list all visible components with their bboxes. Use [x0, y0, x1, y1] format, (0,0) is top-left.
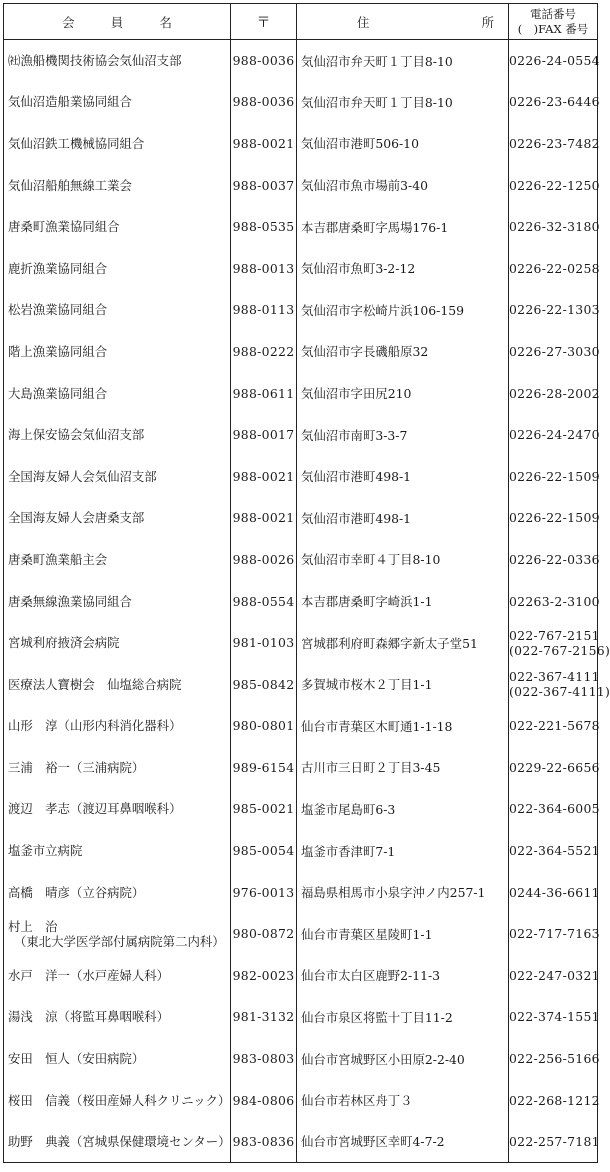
member-name-cell	[4, 81, 231, 123]
phone-cell	[509, 372, 598, 414]
table-row	[4, 539, 598, 581]
phone-number: 0226-22-1250	[509, 177, 600, 193]
member-name: 助野 典義（宮城県保健環境センター）	[8, 1133, 231, 1149]
table-row	[4, 206, 598, 248]
member-name: 宮城利府掖済会病院	[8, 635, 120, 651]
member-name-cell	[4, 331, 231, 373]
member-name-cell	[4, 1038, 231, 1080]
postal-code: 988-0017	[231, 414, 297, 456]
table-row	[4, 622, 598, 664]
table-header-row	[4, 4, 598, 40]
member-name: 全国海友婦人会気仙沼支部	[8, 468, 157, 484]
phone-number: 0226-22-0258	[509, 260, 600, 276]
postal-code: 989-6154	[231, 747, 297, 789]
member-name: 唐桑無線漁業協同組合	[8, 593, 132, 609]
phone-number: 0226-28-2002	[509, 385, 600, 401]
member-name-cell	[4, 663, 231, 705]
header-name-char: 名	[159, 14, 172, 30]
address: 仙台市宮城野区小田原2-2-40	[297, 1038, 509, 1080]
header-name-char: 員	[110, 14, 124, 30]
phone-number: 0226-22-1303	[509, 302, 600, 318]
address: 気仙沼市弁天町１丁目8-10	[297, 81, 509, 123]
header-phone-label: 電話番号	[530, 6, 576, 21]
phone-cell	[509, 747, 598, 789]
member-affiliation: （東北大学医学部付属病院第二内科）	[14, 933, 225, 949]
member-name: 塩釜市立病院	[8, 843, 83, 859]
table-row	[4, 497, 598, 539]
table-row	[4, 289, 598, 331]
phone-number: 0226-23-7482	[509, 135, 600, 151]
member-name-cell	[4, 622, 231, 664]
table-row	[4, 372, 598, 414]
postal-code: 988-0036	[231, 40, 297, 82]
phone-cell	[509, 913, 598, 955]
postal-code: 985-0021	[231, 788, 297, 830]
phone-cell	[509, 455, 598, 497]
member-name-cell	[4, 372, 231, 414]
member-name-cell	[4, 289, 231, 331]
phone-cell	[509, 81, 598, 123]
table-row	[4, 414, 598, 456]
member-name-cell	[4, 40, 231, 82]
phone-cell	[509, 788, 598, 830]
table-row	[4, 996, 598, 1038]
phone-number: 0226-24-0554	[509, 53, 600, 69]
postal-code: 985-0842	[231, 663, 297, 705]
phone-number: 0226-22-0336	[509, 551, 600, 567]
member-name: 気仙沼鉄工機械協同組合	[8, 135, 145, 151]
phone-cell	[509, 996, 598, 1038]
address: 仙台市青葉区星陵町1-1	[297, 913, 509, 955]
table-row	[4, 871, 598, 913]
member-name-cell	[4, 580, 231, 622]
address: 福島県相馬市小泉字沖ノ内257-1	[297, 871, 509, 913]
table-row	[4, 455, 598, 497]
postal-code: 985-0054	[231, 830, 297, 872]
member-name: 医療法人寶樹会 仙塩総合病院	[8, 676, 182, 692]
address: 仙台市若林区舟丁３	[297, 1079, 509, 1121]
member-name-cell	[4, 871, 231, 913]
postal-mark-icon: 〒	[256, 14, 271, 31]
member-name-cell	[4, 247, 231, 289]
postal-code: 988-0021	[231, 497, 297, 539]
postal-code: 988-0611	[231, 372, 297, 414]
phone-number: 0226-23-6446	[509, 94, 600, 110]
member-table	[3, 3, 610, 1163]
table-row	[4, 40, 598, 82]
address: 多賀城市桜木２丁目1-1	[297, 663, 509, 705]
phone-cell	[509, 40, 598, 82]
postal-code: 988-0222	[231, 331, 297, 373]
address: 気仙沼市南町3-3-7	[297, 414, 509, 456]
address: 塩釜市香津町7-1	[297, 830, 509, 872]
header-zip	[231, 4, 297, 40]
phone-cell	[509, 830, 598, 872]
member-name: 安田 恒人（安田病院）	[8, 1051, 145, 1067]
header-name-char: 会	[62, 14, 75, 30]
phone-number: 022-367-4111	[509, 669, 600, 685]
address: 仙台市宮城野区幸町4-7-2	[297, 1121, 509, 1163]
member-name-cell	[4, 705, 231, 747]
phone-number: 0244-36-6611	[509, 884, 600, 900]
member-name-cell	[4, 788, 231, 830]
table-row	[4, 580, 598, 622]
postal-code: 988-0535	[231, 206, 297, 248]
table-row	[4, 747, 598, 789]
table-row	[4, 955, 598, 997]
phone-cell	[509, 705, 598, 747]
member-name: 渡辺 孝志（渡辺耳鼻咽喉科）	[8, 801, 182, 817]
address: 仙台市泉区将監十丁目11-2	[297, 996, 509, 1038]
member-name: 松岩漁業協同組合	[8, 302, 108, 318]
address: 気仙沼市港町498-1	[297, 497, 509, 539]
member-name-cell	[4, 747, 231, 789]
phone-number: 022-221-5678	[509, 718, 600, 734]
phone-number: 022-256-5166	[509, 1051, 600, 1067]
postal-code: 988-0113	[231, 289, 297, 331]
phone-cell	[509, 331, 598, 373]
address: 塩釜市尾島町6-3	[297, 788, 509, 830]
table-row	[4, 663, 598, 705]
phone-cell	[509, 955, 598, 997]
phone-number: 022-767-2151	[509, 627, 600, 643]
address: 本吉郡唐桑町字崎浜1-1	[297, 580, 509, 622]
postal-code: 976-0013	[231, 871, 297, 913]
phone-cell	[509, 871, 598, 913]
phone-cell	[509, 1121, 598, 1163]
address: 気仙沼市弁天町１丁目8-10	[297, 40, 509, 82]
member-name-cell	[4, 996, 231, 1038]
table-row	[4, 164, 598, 206]
member-name: 湯浅 涼（将監耳鼻咽喉科）	[8, 1009, 170, 1025]
member-name-cell	[4, 1121, 231, 1163]
phone-cell	[509, 622, 610, 664]
member-name: 高橋 晴彦（立谷病院）	[8, 884, 145, 900]
address: 仙台市青葉区木町通1-1-18	[297, 705, 509, 747]
member-name: 海上保安協会気仙沼支部	[8, 427, 145, 443]
address: 古川市三日町２丁目3-45	[297, 747, 509, 789]
phone-cell	[509, 123, 598, 165]
member-name: 唐桑町漁業協同組合	[8, 219, 120, 235]
phone-number: 022-364-5521	[509, 843, 600, 859]
phone-number: 022-364-6005	[509, 801, 600, 817]
fax-number: (022-767-2156)	[509, 642, 610, 658]
member-name-cell	[4, 539, 231, 581]
address: 気仙沼市幸町４丁目8-10	[297, 539, 509, 581]
address: 気仙沼市字田尻210	[297, 372, 509, 414]
phone-number: 0226-22-1509	[509, 510, 600, 526]
table-row	[4, 1079, 598, 1121]
phone-number: 022-717-7163	[509, 926, 600, 942]
postal-code: 988-0013	[231, 247, 297, 289]
phone-cell	[509, 497, 598, 539]
header-member-name	[4, 4, 231, 40]
member-name: 三浦 裕一（三浦病院）	[8, 759, 145, 775]
table-row	[4, 331, 598, 373]
phone-cell	[509, 1079, 598, 1121]
member-name: 山形 淳（山形内科消化器科）	[8, 718, 182, 734]
member-name: ㈳漁船機関技術協会気仙沼支部	[8, 53, 182, 69]
phone-number: 022-374-1551	[509, 1009, 600, 1025]
member-name: 唐桑町漁業船主会	[8, 551, 108, 567]
phone-cell	[509, 247, 598, 289]
phone-cell	[509, 1038, 598, 1080]
member-name: 階上漁業協同組合	[8, 343, 108, 359]
member-name-cell	[4, 1079, 231, 1121]
postal-code: 981-0103	[231, 622, 297, 664]
fax-number: (022-367-4111)	[509, 684, 610, 700]
address: 気仙沼市字松崎片浜106-159	[297, 289, 509, 331]
address: 宮城郡利府町森郷字新太子堂51	[297, 622, 509, 664]
header-addr-char: 所	[481, 14, 494, 30]
phone-number: 0226-27-3030	[509, 343, 600, 359]
table-row	[4, 705, 598, 747]
member-name-cell	[4, 414, 231, 456]
member-name-cell	[4, 123, 231, 165]
phone-cell	[509, 663, 610, 705]
phone-number: 022-247-0321	[509, 967, 600, 983]
member-name: 気仙沼造船業協同組合	[8, 94, 132, 110]
header-fax-label: ( )FAX 番号	[517, 21, 589, 36]
postal-code: 988-0036	[231, 81, 297, 123]
member-name: 桜田 信義（桜田産婦人科クリニック）	[8, 1092, 231, 1108]
table-row	[4, 81, 598, 123]
member-name-cell	[4, 455, 231, 497]
member-name: 鹿折漁業協同組合	[8, 260, 108, 276]
table-row	[4, 247, 598, 289]
table-row	[4, 1038, 598, 1080]
postal-code: 984-0806	[231, 1079, 297, 1121]
postal-code: 981-3132	[231, 996, 297, 1038]
table-row	[4, 123, 598, 165]
member-name: 大島漁業協同組合	[8, 385, 108, 401]
phone-number: 02263-2-3100	[509, 593, 600, 609]
member-name: 気仙沼船舶無線工業会	[8, 177, 132, 193]
table-row	[4, 788, 598, 830]
postal-code: 983-0836	[231, 1121, 297, 1163]
address: 気仙沼市字長磯船原32	[297, 331, 509, 373]
phone-number: 0229-22-6656	[509, 759, 600, 775]
member-name-cell	[4, 955, 231, 997]
phone-cell	[509, 206, 598, 248]
postal-code: 980-0872	[231, 913, 297, 955]
member-name-cell	[4, 830, 231, 872]
table-row	[4, 1121, 598, 1163]
phone-number: 0226-22-1509	[509, 468, 600, 484]
member-name: 全国海友婦人会唐桑支部	[8, 510, 145, 526]
postal-code: 988-0554	[231, 580, 297, 622]
member-name-cell	[4, 913, 231, 955]
postal-code: 983-0803	[231, 1038, 297, 1080]
phone-number: 0226-32-3180	[509, 219, 600, 235]
header-address	[297, 4, 509, 40]
member-name-cell	[4, 206, 231, 248]
header-phone	[509, 4, 598, 40]
header-addr-char: 住	[357, 14, 370, 30]
postal-code: 988-0021	[231, 455, 297, 497]
phone-number: 022-257-7181	[509, 1133, 600, 1149]
phone-cell	[509, 289, 598, 331]
member-name-cell	[4, 497, 231, 539]
table-row	[4, 913, 598, 955]
table-row	[4, 830, 598, 872]
phone-cell	[509, 164, 598, 206]
member-name-cell	[4, 164, 231, 206]
phone-number: 022-268-1212	[509, 1092, 600, 1108]
member-name: 村上 治	[8, 918, 58, 934]
address: 本吉郡唐桑町字馬場176-1	[297, 206, 509, 248]
address: 気仙沼市魚市場前3-40	[297, 164, 509, 206]
postal-code: 982-0023	[231, 955, 297, 997]
address: 仙台市太白区鹿野2-11-3	[297, 955, 509, 997]
postal-code: 988-0026	[231, 539, 297, 581]
postal-code: 980-0801	[231, 705, 297, 747]
postal-code: 988-0021	[231, 123, 297, 165]
postal-code: 988-0037	[231, 164, 297, 206]
member-name: 水戸 洋一（水戸産婦人科）	[8, 967, 170, 983]
address: 気仙沼市港町506-10	[297, 123, 509, 165]
address: 気仙沼市港町498-1	[297, 455, 509, 497]
phone-cell	[509, 580, 598, 622]
address: 気仙沼市魚町3-2-12	[297, 247, 509, 289]
phone-number: 0226-24-2470	[509, 427, 600, 443]
phone-cell	[509, 414, 598, 456]
phone-cell	[509, 539, 598, 581]
